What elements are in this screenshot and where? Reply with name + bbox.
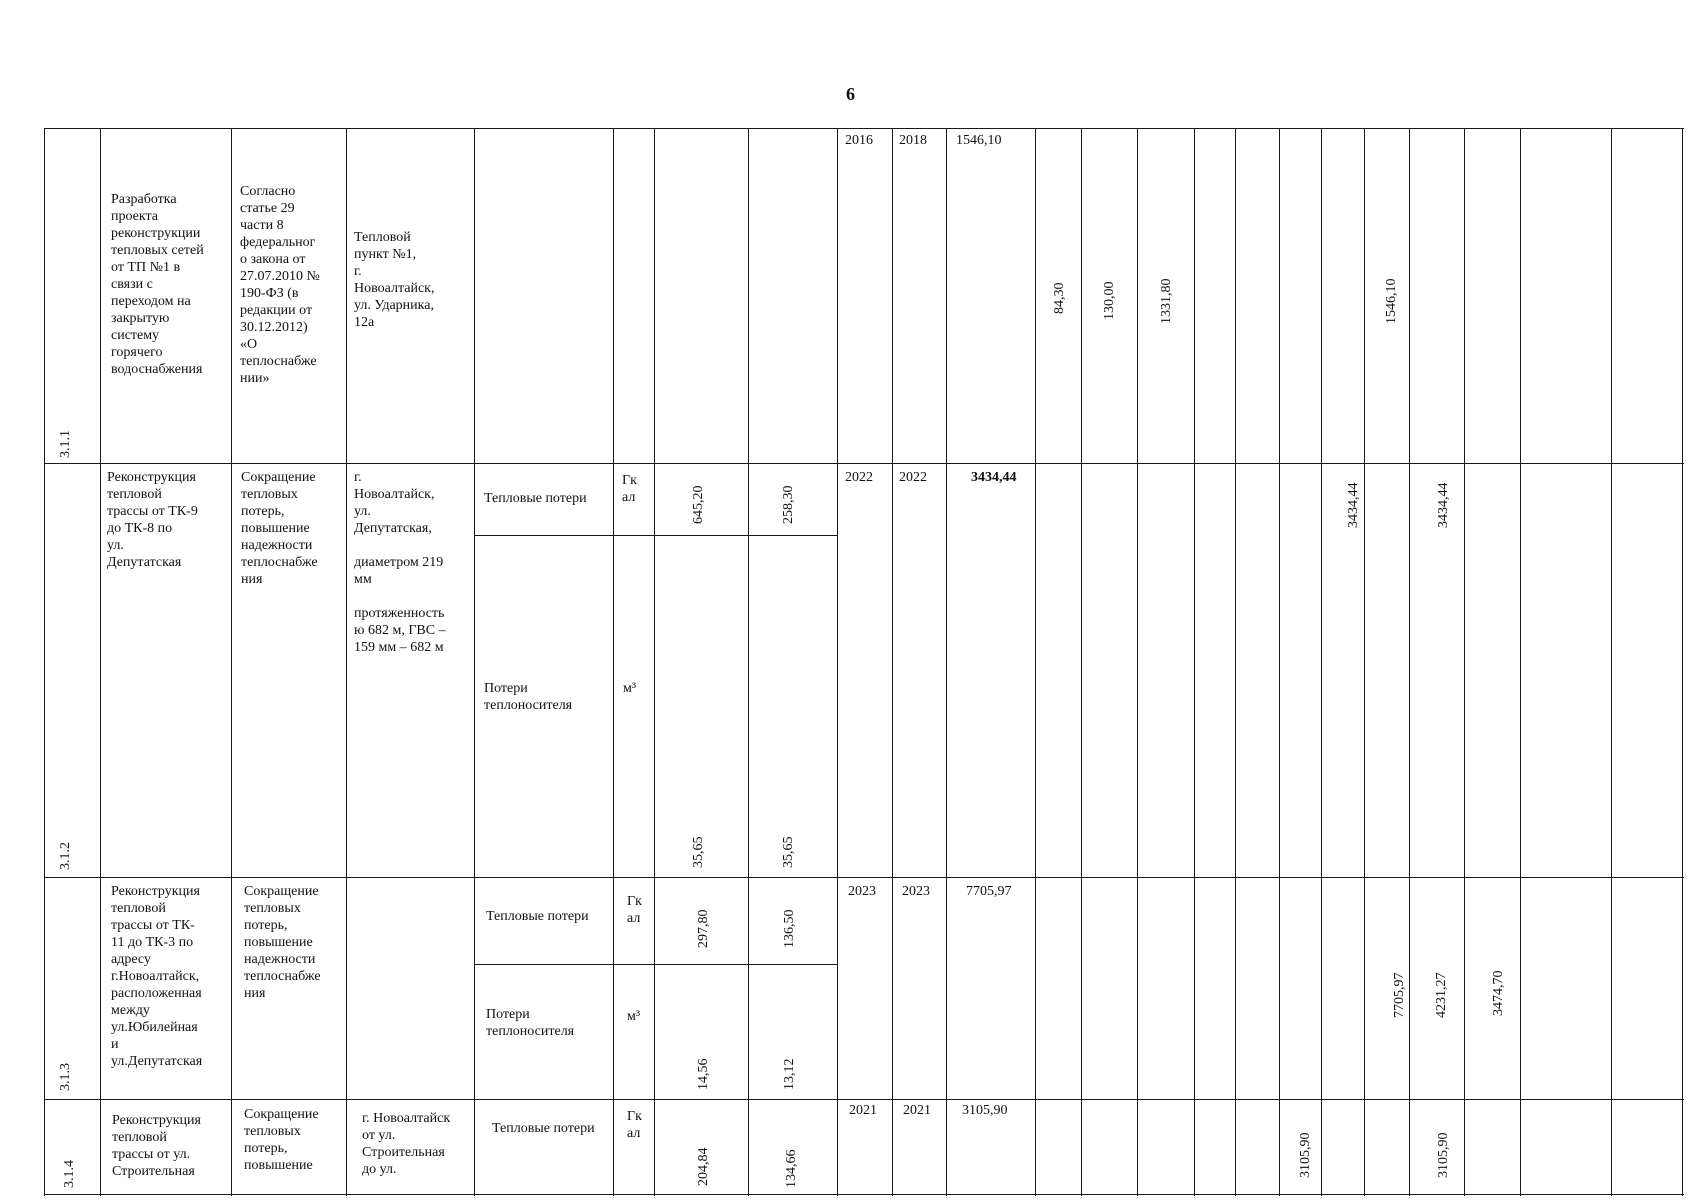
value-after: 134,66	[784, 1149, 799, 1188]
measure-name: Реконструкция тепловой трассы от ТК- 11 до ТК-3 по адресу г.Новоалтайск, расположенная между ул.Юбилейная и ул.Депутатская	[111, 884, 203, 1069]
object-location: г. Новоалтайск, ул. Депутатская, диаметром 219 мм протяженность ю 682 м, ГВС – 159 мм – 682 м	[354, 470, 446, 655]
subrow-divider	[474, 535, 837, 536]
end-year: 2018	[899, 133, 927, 148]
measure-purpose: Сокращение тепловых потерь, повышение надежности теплоснабже ния	[241, 470, 318, 587]
legal-basis: Согласно статье 29 части 8 федеральног о закона от 27.07.2010 № 190-ФЗ (в редакции от 30.12.2012) «О теплоснабже нии»	[240, 184, 320, 386]
cost-total-vertical: 3105,90	[1436, 1132, 1451, 1178]
object-location: г. Новоалтайск от ул. Строительная до ул.	[362, 1111, 451, 1177]
value-before: 645,20	[691, 485, 706, 524]
measure-name: Реконструкция тепловой трассы от ул. Строительная	[112, 1113, 201, 1179]
indicator-name: Потери теплоносителя	[484, 681, 573, 713]
column-divider	[1409, 128, 1410, 1196]
cost-total-vertical: 3434,44	[1436, 482, 1451, 528]
total-cost: 7705,97	[966, 884, 1012, 899]
column-divider	[1194, 128, 1195, 1196]
column-divider	[1464, 128, 1465, 1196]
cost-year-value: 3105,90	[1298, 1132, 1313, 1178]
column-divider	[346, 128, 347, 1196]
indicator-unit: Гк ал	[627, 894, 642, 926]
column-divider	[1035, 128, 1036, 1196]
indicator-name: Тепловые потери	[492, 1121, 595, 1136]
cost-value: 130,00	[1102, 281, 1117, 320]
row-number: 3.1.1	[58, 430, 73, 458]
end-year: 2021	[903, 1103, 931, 1118]
cost-year-value: 7705,97	[1392, 972, 1407, 1018]
indicator-unit: м³	[623, 681, 637, 696]
value-after: 136,50	[782, 909, 797, 948]
row-number: 3.1.3	[58, 1063, 73, 1091]
value-before: 35,65	[691, 836, 706, 868]
subrow-divider	[474, 964, 837, 965]
total-cost: 1546,10	[956, 133, 1002, 148]
measure-purpose: Сокращение тепловых потерь, повышение	[244, 1107, 319, 1173]
page-number: 6	[846, 84, 855, 104]
column-divider	[1279, 128, 1280, 1196]
total-cost: 3434,44	[971, 470, 1017, 485]
column-divider	[1520, 128, 1521, 1196]
indicator-name: Потери теплоносителя	[486, 1007, 575, 1039]
column-divider	[1235, 128, 1236, 1196]
cost-total-vertical: 1546,10	[1384, 278, 1399, 324]
column-divider	[1611, 128, 1612, 1196]
object-location: Тепловой пункт №1, г. Новоалтайск, ул. Ударника, 12а	[354, 230, 435, 330]
indicator-name: Тепловые потери	[484, 491, 587, 506]
column-divider	[613, 128, 614, 1196]
cost-year-value: 3434,44	[1346, 482, 1361, 528]
table-border-right	[1682, 128, 1683, 1196]
measure-name: Разработка проекта реконструкции тепловых сетей от ТП №1 в связи с переходом на закрытую систему горячего водоснабжения	[111, 192, 204, 377]
value-after: 35,65	[781, 836, 796, 868]
row-number: 3.1.2	[58, 842, 73, 870]
value-after: 258,30	[781, 485, 796, 524]
indicator-name: Тепловые потери	[486, 909, 589, 924]
column-divider	[654, 128, 655, 1196]
column-divider	[1321, 128, 1322, 1196]
column-divider	[474, 128, 475, 1196]
row-number: 3.1.4	[62, 1160, 77, 1188]
column-divider	[44, 128, 45, 1196]
column-divider	[892, 128, 893, 1196]
column-divider	[1081, 128, 1082, 1196]
column-divider	[748, 128, 749, 1196]
row-divider	[44, 1099, 1684, 1100]
column-divider	[946, 128, 947, 1196]
value-before: 14,56	[696, 1058, 711, 1090]
value-before: 297,80	[696, 909, 711, 948]
column-divider	[1137, 128, 1138, 1196]
cost-value: 1331,80	[1159, 278, 1174, 324]
column-divider	[837, 128, 838, 1196]
cost-total-vertical: 4231,27	[1434, 972, 1449, 1018]
start-year: 2023	[848, 884, 876, 899]
cost-next-year: 3474,70	[1491, 970, 1506, 1016]
start-year: 2016	[845, 133, 873, 148]
row-divider	[44, 463, 1684, 464]
indicator-unit: м³	[627, 1009, 641, 1024]
end-year: 2022	[899, 470, 927, 485]
start-year: 2022	[845, 470, 873, 485]
table-border-top	[44, 128, 1684, 129]
indicator-unit: Гк ал	[627, 1109, 642, 1141]
row-divider	[44, 877, 1684, 878]
total-cost: 3105,90	[962, 1103, 1008, 1118]
measure-name: Реконструкция тепловой трассы от ТК-9 до ТК-8 по ул. Депутатская	[107, 470, 198, 570]
cost-value: 84,30	[1052, 282, 1067, 314]
investment-table	[44, 128, 1684, 1196]
value-after: 13,12	[782, 1058, 797, 1090]
column-divider	[100, 128, 101, 1196]
indicator-unit: Гк ал	[622, 473, 637, 505]
start-year: 2021	[849, 1103, 877, 1118]
value-before: 204,84	[696, 1147, 711, 1186]
table-border-bottom	[44, 1194, 1684, 1195]
column-divider	[1364, 128, 1365, 1196]
measure-purpose: Сокращение тепловых потерь, повышение надежности теплоснабже ния	[244, 884, 321, 1001]
end-year: 2023	[902, 884, 930, 899]
